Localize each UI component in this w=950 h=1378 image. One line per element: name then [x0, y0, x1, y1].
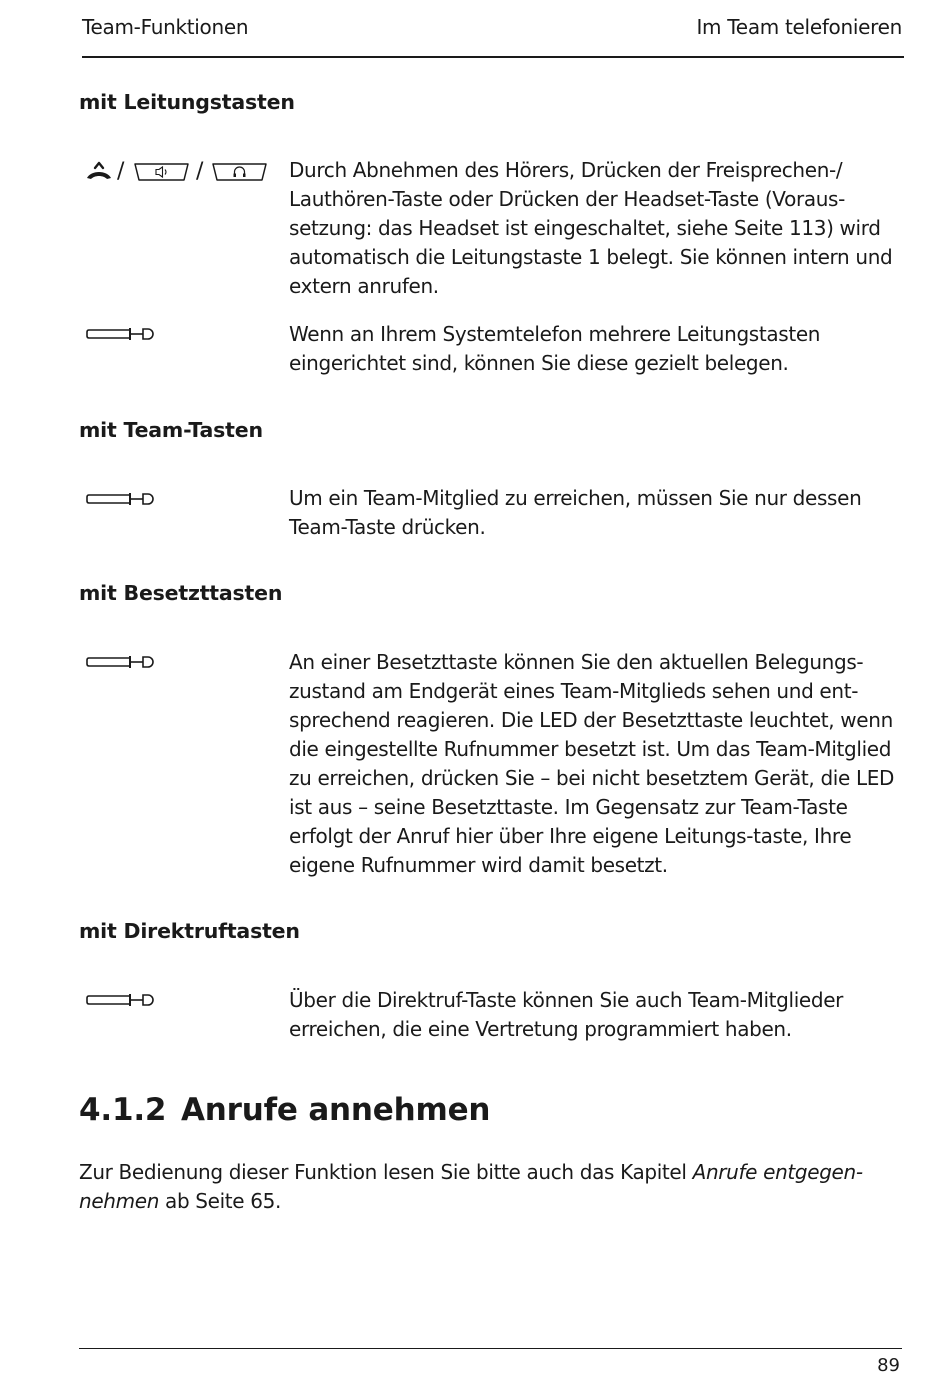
section-intro-paragraph — [79, 1158, 909, 1216]
intro-text-after: ab Seite 65. — [159, 1189, 282, 1213]
leitungstasten-paragraph-2: Wenn an Ihrem Systemtelefon mehrere Leitungstasten eingerichtet sind, können Sie diese gezielt belegen. — [289, 322, 821, 375]
separator-slash-1: / — [117, 159, 125, 184]
function-key-icon — [86, 653, 158, 671]
function-key-icon — [86, 991, 158, 1009]
function-key-icon — [86, 325, 158, 343]
heading-direktruftasten: mit Direktruftasten — [79, 919, 300, 943]
footer-divider — [79, 1348, 902, 1349]
chapter-reference: Anrufe entgegen-nehmen — [79, 1160, 863, 1213]
header-section: Im Team telefonieren — [696, 15, 902, 39]
header-chapter: Team-Funktionen — [82, 15, 249, 39]
section-heading-text: Anrufe annehmen — [181, 1092, 491, 1128]
function-key-icon — [86, 490, 158, 508]
header-divider — [82, 56, 904, 58]
intro-text-before: Zur Bedienung dieser Funktion lesen Sie bitte auch das Kapitel — [79, 1160, 693, 1184]
separator-slash-2: / — [196, 159, 204, 184]
page-number: 89 — [877, 1355, 900, 1376]
besetzttasten-paragraph: An einer Besetzttaste können Sie den aktuellen Belegungs-zustand am Endgerät eines Team-Mitglieds sehen und ent-sprechend reagieren. Die LED der Besetzttaste leuchtet, wenn die eingestellte Rufnummer besetzt ist. Um das Team-Mitglied zu erreichen, drücken Sie – bei nicht besetztem Gerät, die LED ist aus – seine Besetzttaste. Im Gegensatz zur Team-Taste erfolgt der Anruf hier über Ihre eigene Leitungs-taste, Ihre eigene Rufnummer wird damit besetzt. — [289, 650, 895, 877]
heading-team-tasten: mit Team-Tasten — [79, 418, 263, 442]
section-number: 4.1.2 — [79, 1092, 167, 1128]
heading-leitungstasten: mit Leitungstasten — [79, 90, 295, 114]
team-tasten-paragraph: Um ein Team-Mitglied zu erreichen, müssen Sie nur dessen Team-Taste drücken. — [289, 486, 862, 539]
leitungstasten-paragraph-1: Durch Abnehmen des Hörers, Drücken der Freisprechen-/ Lauthören-Taste oder Drücken der Headset-Taste (Voraus-setzung: das Headset ist eingeschaltet, siehe Seite 113) wird automatisch die Leitungstaste 1 belegt. Sie können intern und extern anrufen. — [289, 158, 893, 298]
headset-key-icon — [211, 162, 268, 182]
direktruftasten-paragraph: Über die Direktruf-Taste können Sie auch Team-Mitglieder erreichen, die eine Vertretung programmiert haben. — [289, 988, 844, 1041]
handset-lift-icon — [86, 161, 112, 181]
speaker-key-icon — [133, 162, 190, 182]
section-title — [79, 1092, 490, 1128]
heading-besetzttasten: mit Besetzttasten — [79, 581, 283, 605]
